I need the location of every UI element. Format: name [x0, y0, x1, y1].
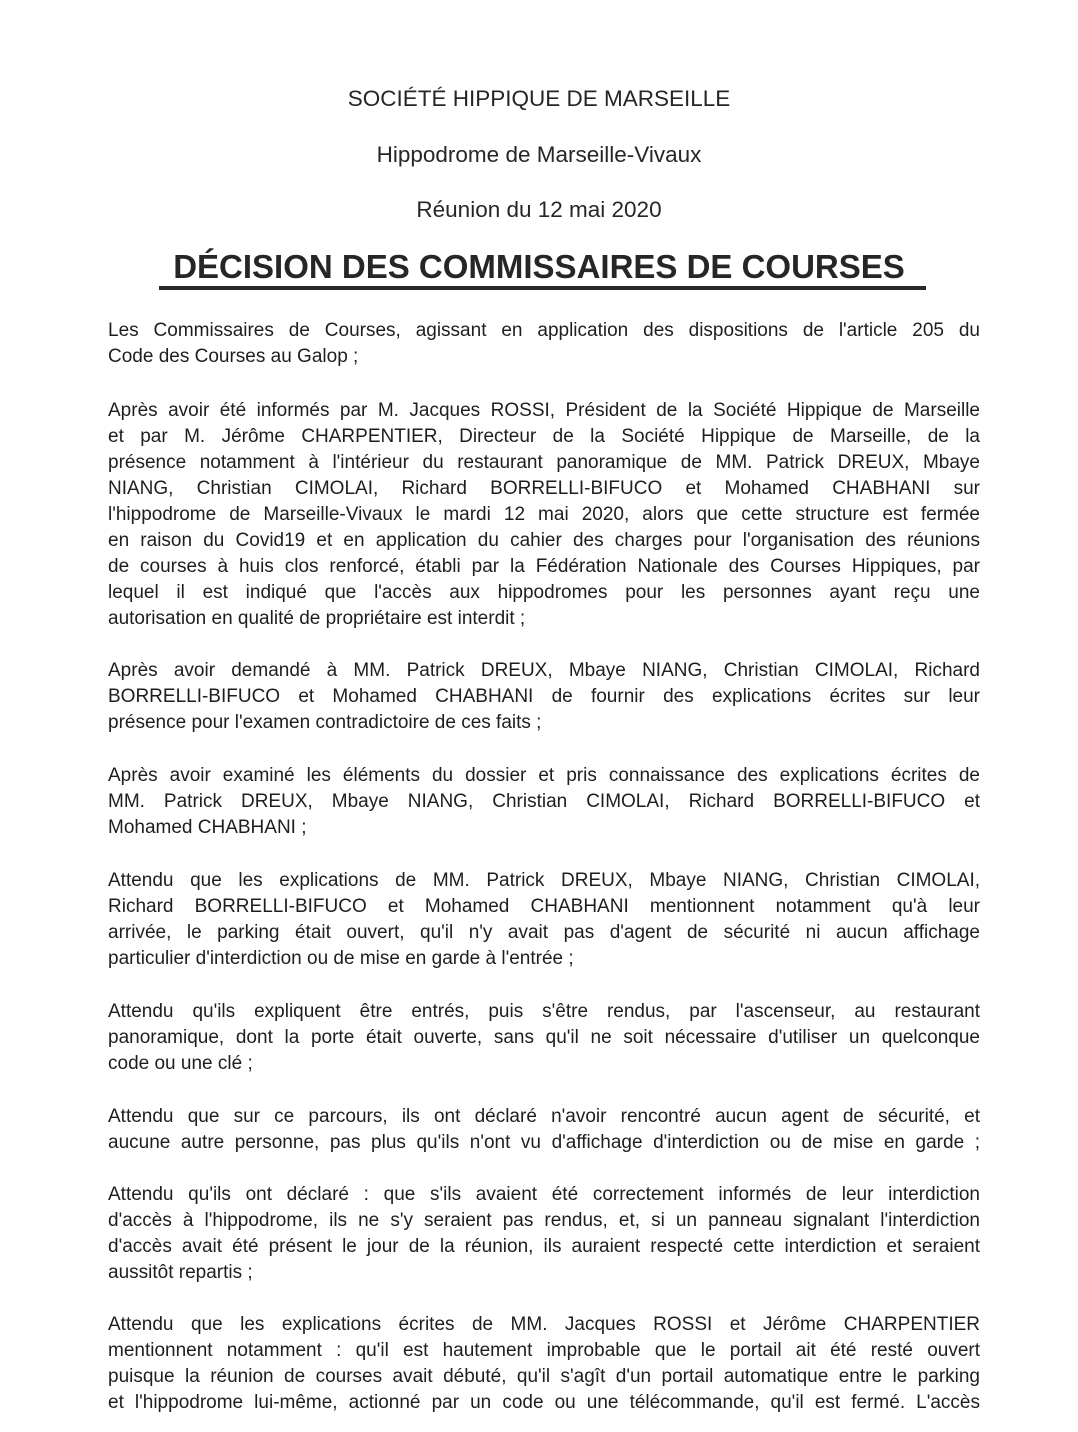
text-line: Mohamed CHABHANI ; — [108, 817, 307, 838]
text-line: aucune autre personne, pas plus qu'ils n'ont vu d'affichage d'interdiction ou de mise en garde ; — [108, 1132, 980, 1153]
text-line: aussitôt repartis ; — [108, 1262, 253, 1283]
text-line: panoramique, dont la porte était ouverte, sans qu'il ne soit nécessaire d'utiliser un quelconque — [108, 1027, 980, 1048]
text-line: code ou une clé ; — [108, 1053, 253, 1074]
organization-name: SOCIÉTÉ HIPPIQUE DE MARSEILLE — [347, 86, 731, 111]
meeting-date: Réunion du 12 mai 2020 — [416, 197, 662, 222]
text-line: Richard BORRELLI-BIFUCO et Mohamed CHABHANI mentionnent notamment qu'à leur — [108, 896, 980, 917]
paragraph-examination — [108, 763, 980, 841]
text-line: présence pour l'examen contradictoire de ces faits ; — [108, 712, 542, 733]
text-line: présence notamment à l'intérieur du restaurant panoramique de MM. Patrick DREUX, Mbaye — [108, 452, 980, 473]
paragraph-preamble — [108, 318, 980, 370]
title-underline — [159, 286, 926, 290]
text-line: Après avoir été informés par M. Jacques ROSSI, Président de la Société Hippique de Marseille — [108, 400, 980, 421]
text-line: puisque la réunion de courses avait débuté, qu'il s'agît d'un portail automatique entre le parking — [108, 1366, 980, 1387]
text-line: Attendu que sur ce parcours, ils ont déclaré n'avoir rencontré aucun agent de sécurité, et — [108, 1106, 980, 1127]
paragraph-request-explanations — [108, 658, 980, 736]
text-line: Les Commissaires de Courses, agissant en application des dispositions de l'article 205 du — [108, 320, 980, 341]
text-line: NIANG, Christian CIMOLAI, Richard BORRELLI-BIFUCO et Mohamed CHABHANI sur — [108, 478, 980, 499]
text-line: mentionnent notamment : qu'il est hautement improbable que le portail ait été resté ouvert — [108, 1340, 980, 1361]
paragraph-information — [108, 398, 980, 632]
text-line: et l'hippodrome lui-même, actionné par un code ou une télécommande, qu'il est fermé. L'accès — [108, 1392, 980, 1413]
text-line: MM. Patrick DREUX, Mbaye NIANG, Christian CIMOLAI, Richard BORRELLI-BIFUCO et — [108, 791, 980, 812]
paragraph-attendu-entry — [108, 999, 980, 1077]
text-line: particulier d'interdiction ou de mise en garde à l'entrée ; — [108, 948, 574, 969]
text-line: Attendu que les explications de MM. Patrick DREUX, Mbaye NIANG, Christian CIMOLAI, — [108, 870, 980, 891]
text-line: Après avoir demandé à MM. Patrick DREUX, Mbaye NIANG, Christian CIMOLAI, Richard — [108, 660, 980, 681]
text-line: Attendu qu'ils ont déclaré : que s'ils avaient été correctement informés de leur interdiction — [108, 1184, 980, 1205]
text-line: de courses à huis clos renforcé, établi par la Fédération Nationale des Courses Hippiques, par — [108, 556, 980, 577]
text-line: l'hippodrome de Marseille-Vivaux le mardi 12 mai 2020, alors que cette structure est fermée — [108, 504, 980, 525]
text-line: Après avoir examiné les éléments du dossier et pris connaissance des explications écrites de — [108, 765, 980, 786]
text-line: et par M. Jérôme CHARPENTIER, Directeur de la Société Hippique de Marseille, de la — [108, 426, 980, 447]
paragraph-attendu-route — [108, 1104, 980, 1156]
text-line: Code des Courses au Galop ; — [108, 346, 359, 367]
text-line: Attendu que les explications écrites de MM. Jacques ROSSI et Jérôme CHARPENTIER — [108, 1314, 980, 1335]
text-line: BORRELLI-BIFUCO et Mohamed CHABHANI de fournir des explications écrites sur leur — [108, 686, 980, 707]
document-title: DÉCISION DES COMMISSAIRES DE COURSES — [173, 248, 905, 285]
text-line: Attendu qu'ils expliquent être entrés, puis s'être rendus, par l'ascenseur, au restaurant — [108, 1001, 980, 1022]
text-line: lequel il est indiqué que l'accès aux hippodromes pour les personnes ayant reçu une — [108, 582, 980, 603]
paragraph-attendu-directors — [108, 1312, 980, 1416]
paragraph-attendu-declaration — [108, 1182, 980, 1286]
text-line: autorisation en qualité de propriétaire est interdit ; — [108, 608, 526, 629]
venue-name: Hippodrome de Marseille-Vivaux — [376, 142, 702, 167]
text-line: en raison du Covid19 et en application du cahier des charges pour l'organisation des réunions — [108, 530, 980, 551]
text-line: d'accès avait été présent le jour de la réunion, ils auraient respecté cette interdiction et seraient — [108, 1236, 980, 1257]
paragraph-attendu-explanations — [108, 868, 980, 972]
text-line: arrivée, le parking était ouvert, qu'il n'y avait pas d'agent de sécurité ni aucun affichage — [108, 922, 980, 943]
text-line: d'accès à l'hippodrome, ils ne s'y seraient pas rendus, et, si un panneau signalant l'interdiction — [108, 1210, 980, 1231]
